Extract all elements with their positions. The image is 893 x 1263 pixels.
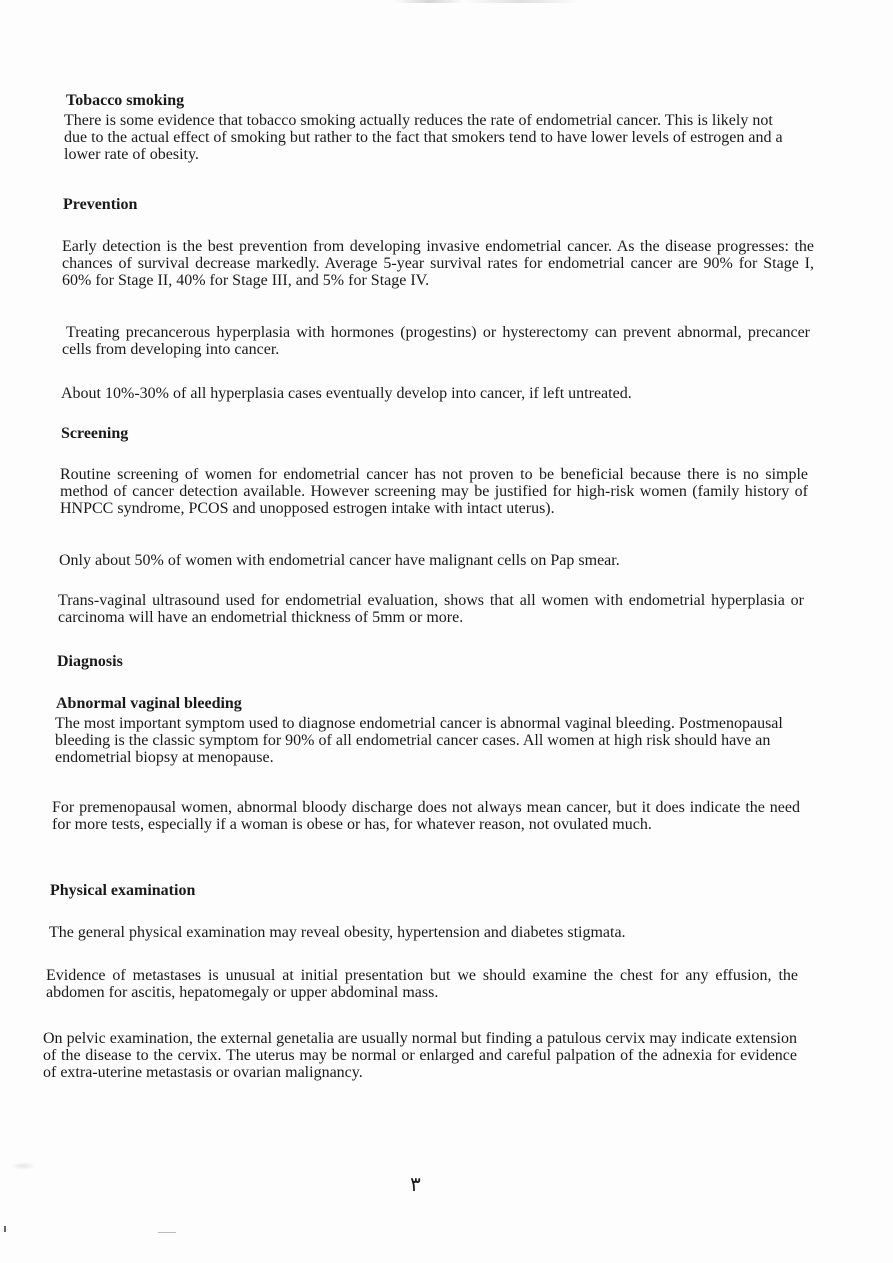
heading-tobacco-smoking: Tobacco smoking	[66, 92, 185, 109]
paragraph-screening-pap: Only about 50% of women with endometrial cancer have malignant cells on Pap smear.	[59, 552, 620, 569]
paragraph-tobacco: There is some evidence that tobacco smoking actually reduces the rate of endometrial cancer. This is likely not due to the actual effect of smoking but rather to the fact that smokers tend to have lower levels of estrogen and a lower rate of obesity.	[64, 112, 783, 163]
page-number: ٣	[410, 1172, 421, 1196]
scan-artifact-smudge	[10, 1162, 36, 1170]
paragraph-bleeding-premenopausal: For premenopausal women, abnormal bloody discharge does not always mean cancer, but it does indicate the need for more tests, especially if a woman is obese or has, for whatever reason, not ovulated much.	[52, 799, 800, 833]
paragraph-physical-general: The general physical examination may reveal obesity, hypertension and diabetes stigmata.	[49, 924, 626, 941]
paragraph-prevention-treating: Treating precancerous hyperplasia with hormones (progestins) or hysterectomy can prevent abnormal, precancer cells from developing into cancer.	[62, 324, 810, 358]
scan-artifact-dot	[4, 1226, 6, 1232]
paragraph-screening-ultrasound: Trans-vaginal ultrasound used for endometrial evaluation, shows that all women with endometrial hyperplasia or carcinoma will have an endometrial thickness of 5mm or more.	[58, 592, 804, 626]
scan-artifact-top	[395, 0, 625, 3]
heading-prevention: Prevention	[63, 196, 138, 213]
heading-abnormal-vaginal-bleeding: Abnormal vaginal bleeding	[56, 695, 242, 712]
paragraph-physical-pelvic: On pelvic examination, the external genetalia are usually normal but finding a patulous cervix may indicate extension of the disease to the cervix. The uterus may be normal or enlarged and careful palpation of the adnexia for evidence of extra-uterine metastasis or ovarian malignancy.	[43, 1030, 797, 1081]
heading-screening: Screening	[61, 425, 129, 442]
heading-physical-examination: Physical examination	[50, 882, 196, 899]
scan-artifact-dash	[158, 1232, 176, 1233]
paragraph-prevention-hyperplasia: About 10%-30% of all hyperplasia cases eventually develop into cancer, if left untreated.	[61, 385, 632, 402]
paragraph-prevention-early-detection: Early detection is the best prevention from developing invasive endometrial cancer. As the disease progresses: the chances of survival decrease markedly. Average 5-year survival rates for endometrial cancer are 90% for Stage I, 60% for Stage II, 40% for Stage III, and 5% for Stage IV.	[62, 238, 814, 289]
paragraph-bleeding-symptom: The most important symptom used to diagnose endometrial cancer is abnormal vaginal bleeding. Postmenopausal bleeding is the classic symptom for 90% of all endometrial cancer cases. All women at high risk should have an endometrial biopsy at menopause.	[55, 715, 783, 766]
paragraph-screening-routine: Routine screening of women for endometrial cancer has not proven to be beneficial because there is no simple method of cancer detection available. However screening may be justified for high-risk women (family history of HNPCC syndrome, PCOS and unopposed estrogen intake with intact uterus).	[60, 466, 808, 517]
heading-diagnosis: Diagnosis	[57, 653, 123, 670]
paragraph-physical-metastases: Evidence of metastases is unusual at initial presentation but we should examine the chest for any effusion, the abdomen for ascitis, hepatomegaly or upper abdominal mass.	[46, 967, 798, 1001]
